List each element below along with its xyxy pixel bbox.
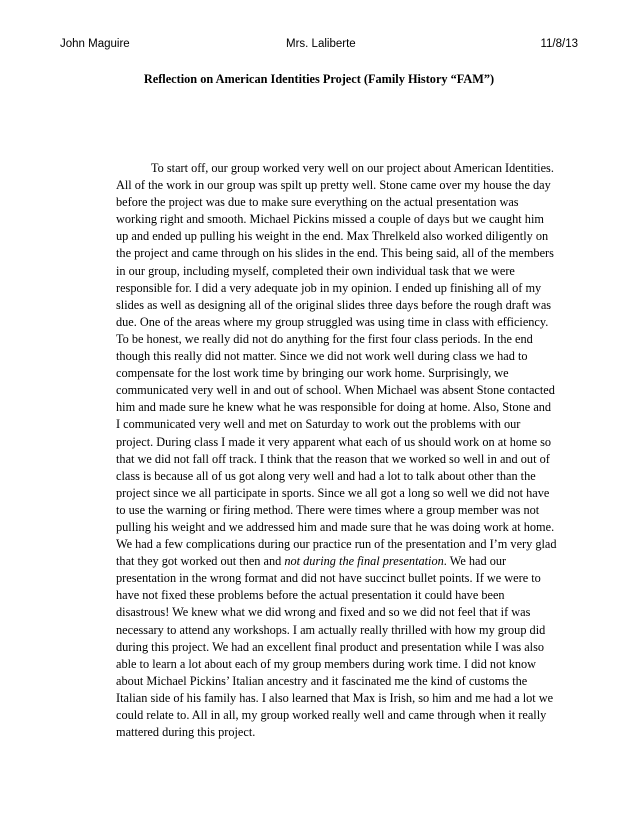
paragraph-line: To be honest, we really did not do anything for the first four class periods. In the end xyxy=(116,331,533,346)
paragraph-line: To start off, our group worked very well on our project about American Identities. xyxy=(151,161,554,175)
paragraph-line: before the project was due to make sure everything on the actual presentation was xyxy=(116,195,519,210)
paragraph-line: due. One of the areas where my group struggled was using time in class with efficiency. xyxy=(116,314,549,329)
paragraph-line: responsible for. I did a very adequate job in my opinion. I ended up finishing all of my xyxy=(116,280,542,295)
paragraph-line: able to learn a lot about each of my group members during work time. I did not know xyxy=(116,656,537,671)
paragraph-line: to use the warning or firing method. There were times where a group member was not xyxy=(116,502,540,517)
paragraph-line: project. During class I made it very apparent what each of us should work on at home so xyxy=(116,434,552,449)
page-header xyxy=(60,38,578,54)
italic-emphasis: not during the final presentation xyxy=(284,554,444,569)
paragraph-line: working right and smooth. Michael Pickins missed a couple of days but we caught him xyxy=(116,212,544,227)
paragraph-line: mattered during this project. xyxy=(116,725,256,740)
paragraph-line: in our group, including myself, completed their own individual task that we were xyxy=(116,263,515,278)
paragraph-line: We had a few complications during our practice run of the presentation and I’m very glad xyxy=(116,537,557,552)
line-text-after: . We had our xyxy=(443,554,507,569)
paragraph-line: that we did not fall off track. I think that the reason that we worked so well in and out of xyxy=(116,451,550,466)
paragraph-line: up and ended up pulling his weight in the end. Max Threlkeld also worked diligently on xyxy=(116,229,549,244)
paragraph-line: could relate to. All in all, my group worked really well and came through when it really xyxy=(116,708,547,722)
paragraph-line: compensate for the lost work time by bringing our work home. Surprisingly, we xyxy=(116,366,509,381)
document-title: Reflection on American Identities Project (Family History “FAM”) xyxy=(143,72,495,86)
paragraph-line: disastrous! We knew what we did wrong and fixed and so we did not feel that if was xyxy=(116,605,531,620)
paragraph-line: the project and came through on his slides in the end. This being said, all of the members xyxy=(116,246,554,261)
header-date: 11/8/13 xyxy=(540,38,578,50)
paragraph-line: about Michael Pickins’ Italian ancestry and it fascinated me the kind of customs the xyxy=(116,673,528,688)
paragraph-line: slides as well as designing all of the original slides three days before the rough draft was xyxy=(116,297,552,312)
paragraph-line: class is because all of us got along very well and had a lot to talk about other than the xyxy=(116,468,536,483)
author-name: John Maguire xyxy=(60,38,130,50)
paragraph-line: project since we all participate in sports. Since we all got a long so well we did not have xyxy=(116,485,550,500)
paragraph-line: presentation in the wrong format and did not have succinct bullet points. If we were to xyxy=(116,571,541,586)
paragraph-line-mixed xyxy=(116,553,566,570)
paragraph-line: All of the work in our group was spilt up pretty well. Stone came over my house the day xyxy=(116,178,551,193)
line-text-before: that they got worked out then and xyxy=(116,554,285,569)
paragraph-line: during this project. We had an excellent final product and presentation while I was also xyxy=(116,639,545,654)
paragraph-line: though this really did not matter. Since we did not work well during class we had to xyxy=(116,349,528,364)
paragraph-line: I communicated very well and met on Saturday to work out the problems with our xyxy=(116,417,521,432)
reflection-paragraph xyxy=(116,160,566,741)
paragraph-line: pulling his weight and we addressed him and made sure that he was doing work at home. xyxy=(116,519,555,534)
paragraph-line: communicated very well in and out of school. When Michael was absent Stone contacted xyxy=(116,383,555,398)
teacher-name: Mrs. Laliberte xyxy=(286,38,356,50)
paragraph-line: Italian side of his family has. I also learned that Max is Irish, so him and me had a lot we xyxy=(116,690,554,705)
paragraph-line: necessary to attend any workshops. I am actually really thrilled with how my group did xyxy=(116,622,546,637)
paragraph-line: have not fixed these problems before the actual presentation it could have been xyxy=(116,588,505,603)
paragraph-line: him and made sure he knew what he was responsible for doing at home. Also, Stone and xyxy=(116,400,552,415)
